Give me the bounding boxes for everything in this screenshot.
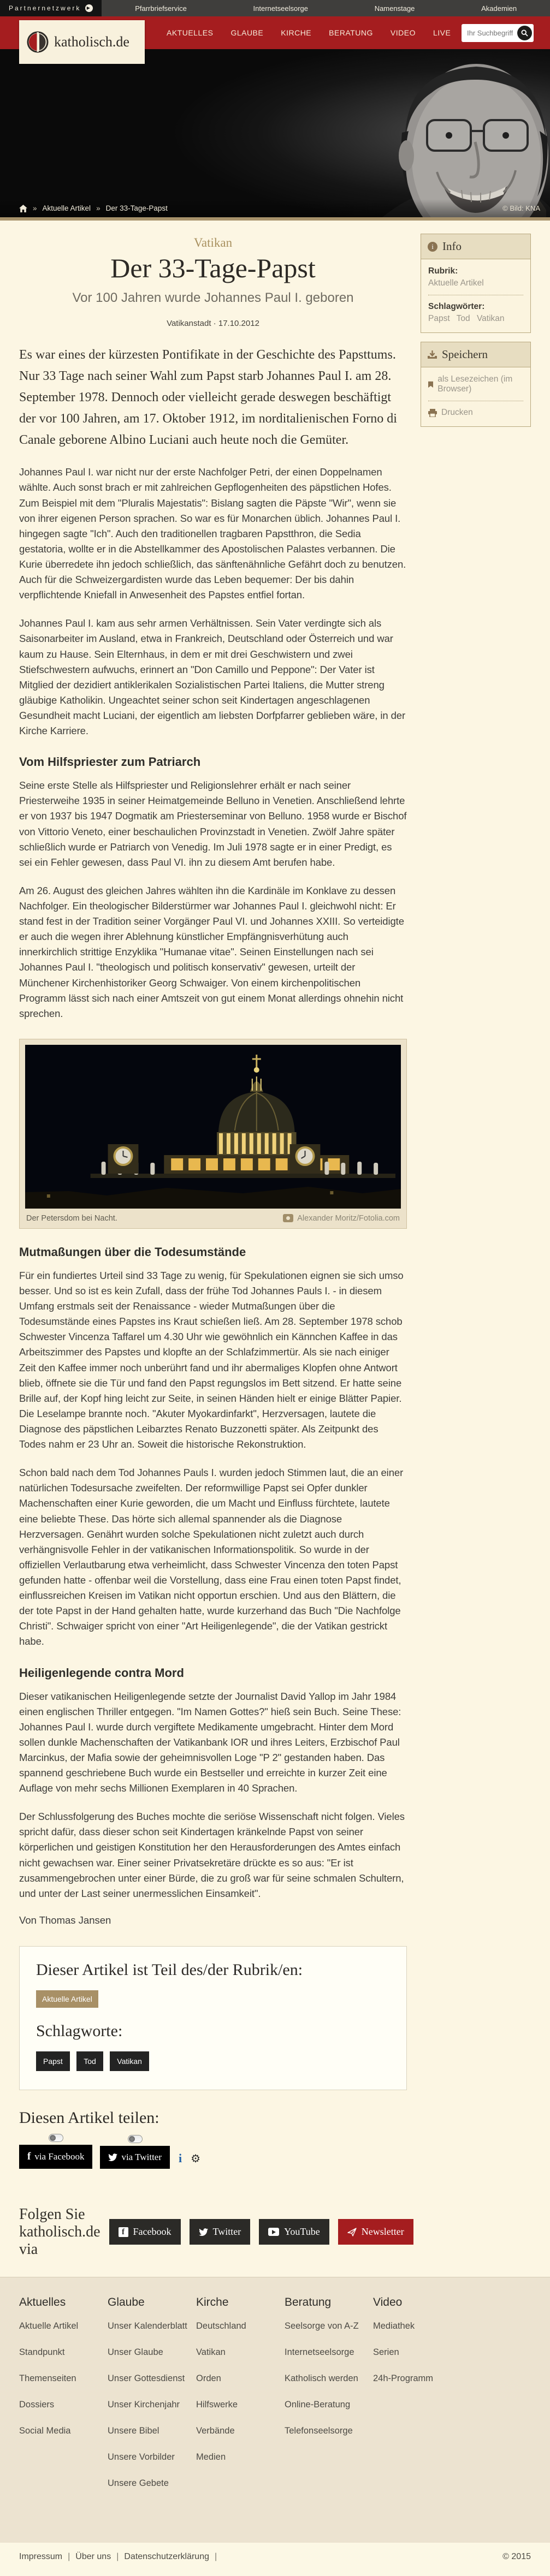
facebook-share-unit <box>19 2134 92 2169</box>
breadcrumb-separator <box>33 204 37 212</box>
breadcrumb-separator <box>96 204 100 212</box>
nav-beratung[interactable]: BERATUNG <box>329 28 373 37</box>
footer-link[interactable]: Unsere Vorbilder <box>108 2452 175 2462</box>
facebook-share-label: via Facebook <box>34 2151 85 2162</box>
article-lead-paragraph: Es war eines der kürzesten Pontifikate in der Geschichte des Papsttums. Nur 33 Tage nach seiner Wahl zum Papst starb Johannes Paul I. am 28. September 1978. Dennoch oder vielleicht gerade deswegen beschäftigt der vor 100 Jahren, am 17. Oktober 1912, im norditalienischen Forno di Canale geborene Albino Luciani auch heute noch die Gemüter. <box>19 348 397 447</box>
share-row <box>19 2134 407 2169</box>
follow-facebook-button[interactable] <box>109 2219 181 2245</box>
brand-wordmark: katholisch.de <box>54 34 129 50</box>
footer-link[interactable]: Unser Gottesdienst <box>108 2373 185 2383</box>
footer-link[interactable]: Mediathek <box>373 2321 415 2331</box>
article-figure <box>19 1039 407 1229</box>
footer-link[interactable]: Aktuelle Artikel <box>19 2321 79 2331</box>
sidebar-tag-vatikan[interactable]: Vatikan <box>476 314 505 323</box>
footer-link[interactable]: Unsere Gebete <box>108 2478 169 2488</box>
footer-col-glaube <box>108 2296 196 2504</box>
footer-link[interactable]: Standpunkt <box>19 2347 65 2357</box>
petersdom-night-photo <box>25 1045 401 1209</box>
page-body <box>0 221 550 2277</box>
main-navigation <box>167 28 451 37</box>
gear-icon[interactable]: ⚙ <box>191 2152 201 2165</box>
search-box <box>462 24 534 42</box>
article-column <box>19 234 407 2277</box>
figure-credit-text: Alexander Moritz/Fotolia.com <box>297 1213 400 1223</box>
print-label: Drucken <box>441 408 473 417</box>
info-icon: i <box>428 242 437 252</box>
section-heading-hilfspriester: Vom Hilfspriester zum Patriarch <box>19 755 201 769</box>
article-paragraph: Der Schlussfolgerung des Buches mochte die seriöse Wissenschaft nicht folgen. Vieles spricht dafür, dass dieser schon seit Kindertagen kränkelnde Papst von seiner körperlichen und geistigen Konstitution her den Herausforderungen des Amtes einfach nicht gewachsen war. Einer seiner Privatsekretäre drückte es so aus: "Er ist zusammengebrochen unter einer Bürde, die zu groß war für seine schmalen Schultern, und unter der Last seiner unermesslichen Einsamkeit". <box>19 1811 405 1899</box>
footer-link[interactable]: Themenseiten <box>19 2373 76 2383</box>
section-heading-todesumstaende: Mutmaßungen über die Todesumstände <box>19 1245 246 1259</box>
partner-links <box>102 0 550 16</box>
twitter-privacy-toggle[interactable] <box>128 2135 143 2143</box>
print-link[interactable] <box>428 408 523 418</box>
footer-link[interactable]: Social Media <box>19 2425 71 2436</box>
article-paragraph: Für ein fundiertes Urteil sind 33 Tage zu wenig, für Spekulationen eignen sie sich umso besser. Und so ist es kein Zufall, dass der frühe Tod Johannes Pauls I. - in diesem Umfang erstmals seit der Renaissance - wieder Mutmaßungen über die Todesumstände eines Papstes ins Kraut schießen ließ. Am 28. September 1978 schob Schwester Vincenza Taffarel um 4.30 Uhr wie gewöhnlich ein Kännchen Kaffee in das Arbeitszimmer des Papstes und klopfte an der Schlafzimmertür. Als sie nach einiger Zeit den Kaffee immer noch unberührt fand und ihr abermaliges Klopfen ohne Antwort blieb, öffnete sie die Tür und fand den Papst regungslos im Bett sitzend. Er hatte seine Brille auf, der Kopf hing leicht zur Seite, in seinen Händen hielt er einige Blätter Papier. Die Leselampe brannte noch. "Akuter Myokardinfarkt", Herzversagen, lautete die Diagnose des päpstlichen Leibarztes Renato Buzzonetti später. Als Zeitpunkt des Todes nahm er 23 Uhr an. Soweit die historische Rekonstruktion. <box>19 1269 404 1450</box>
follow-youtube-label: YouTube <box>284 2226 320 2238</box>
save-box-header <box>421 342 530 367</box>
footer-link[interactable]: Serien <box>373 2347 399 2357</box>
footer-link[interactable]: Unser Kalenderblatt <box>108 2321 187 2331</box>
topbar-link-pfarrbriefservice[interactable]: Pfarrbriefservice <box>135 4 187 13</box>
footer-link[interactable]: Unsere Bibel <box>108 2425 159 2436</box>
schlagworte-heading: Schlagworte: <box>36 2021 123 2040</box>
bottom-link-impressum[interactable]: Impressum | <box>19 2552 70 2562</box>
article-kicker: Vatikan <box>193 236 233 249</box>
nav-kirche[interactable]: KIRCHE <box>281 28 312 37</box>
footer-col-title: Beratung <box>285 2295 332 2309</box>
sidebar <box>421 234 531 2277</box>
rubrik-box-heading: Dieser Artikel ist Teil des/der Rubrik/en: <box>36 1960 303 1979</box>
brand-emblem-icon <box>26 29 49 55</box>
site-logo[interactable] <box>19 20 145 64</box>
partner-network-button[interactable] <box>0 0 102 16</box>
footer-link[interactable]: Verbände <box>196 2425 235 2436</box>
footer-col-aktuelles <box>19 2296 108 2504</box>
twitter-share-label: via Twitter <box>121 2151 162 2162</box>
topbar-link-internetseelsorge[interactable]: Internetseelsorge <box>253 4 308 13</box>
twitter-share-button[interactable] <box>100 2146 170 2169</box>
search-button[interactable] <box>517 26 532 40</box>
figure-caption: Der Petersdom bei Nacht. <box>26 1213 117 1223</box>
follow-label: Folgen Sie katholisch.de via <box>19 2205 100 2258</box>
rubrik-tag-aktuelle-artikel[interactable]: Aktuelle Artikel <box>36 1990 98 2008</box>
footer-link[interactable]: Hilfswerke <box>196 2399 238 2410</box>
share-info-link[interactable]: i <box>179 2151 182 2165</box>
article-dateline: Vatikanstadt · 17.10.2012 <box>167 319 259 328</box>
save-box <box>421 342 531 427</box>
article-byline: Von Thomas Jansen <box>19 1914 111 1926</box>
footer-col-title: Glaube <box>108 2295 145 2309</box>
topbar-link-namenstage[interactable]: Namenstage <box>374 4 415 13</box>
info-box-header <box>421 234 530 259</box>
camera-icon <box>283 1214 293 1222</box>
figure-caption-bar <box>20 1209 406 1228</box>
footer-link[interactable]: Vatikan <box>196 2347 226 2357</box>
search-icon <box>521 29 528 37</box>
rubrik-label: Rubrik: <box>428 266 458 276</box>
bookmark-icon <box>428 380 433 389</box>
footer-col-kirche <box>196 2296 285 2504</box>
top-utility-bar <box>0 0 550 16</box>
twitter-bird-icon <box>199 2228 208 2236</box>
footer-link[interactable]: Unser Kirchenjahr <box>108 2399 180 2410</box>
bookmark-link[interactable] <box>428 374 523 394</box>
hero-photo-credit: © Bild: KNA <box>502 204 540 212</box>
follow-twitter-button[interactable] <box>190 2219 251 2245</box>
pope-portrait-photo <box>0 49 550 217</box>
footer-col-video <box>373 2296 462 2504</box>
nav-video[interactable]: VIDEO <box>390 28 416 37</box>
facebook-privacy-toggle[interactable] <box>49 2134 63 2142</box>
breadcrumb-home[interactable] <box>19 205 27 212</box>
footer-col-title: Aktuelles <box>19 2295 66 2309</box>
footer-col-title: Video <box>373 2295 403 2309</box>
facebook-share-button[interactable] <box>19 2145 92 2169</box>
article-paragraph: Dieser vatikanischen Heiligenlegende setzte der Journalist David Yallop im Jahr 1984 einen englischen Thriller entgegen. "Im Namen Gottes?" hieß sein Buch. Seine These: Johannes Paul I. wurde durch vergiftete Medikamente umgebracht. Hinter dem Mord sollen dunkle Machenschaften der Vatikanbank IOR und ihres Leiters, Erzbischof Paul Marcinkus, der Mafia sowie der geheimnisvollen Loge "P 2" gestanden haben. Das spannend geschriebene Buch wurde ein Bestseller und erreichte in kurzer Zeit eine Auflage von mehr sechs Millionen Exemplaren in 40 Sprachen. <box>19 1690 401 1794</box>
paper-plane-icon <box>347 2228 357 2236</box>
article-paragraph: Johannes Paul I. war nicht nur der erste Nachfolger Petri, der einen Doppelnamen wählte. Auch sonst brach er mit zahlreichen Gepflogenheiten des päpstlichen Hofes. Zum Beispiel mit dem "Pluralis Majestatis": Bislang sagten die Päpste "Wir", wenn sie von ihrer eigenen Person sprachen. So war es für Monarchen üblich. Johannes Paul I. hingegen sagte "Ich". Auch den traditionellen tragbaren Papstthron, die Sedia gestatoria, wollte er in die Abstellkammer des Apostolischen Palastes verbannen. Die Kurie überredete ihn jedoch schließlich, das sänftenähnliche Gefährt doch zu benutzen. Auch für die Schweizergardisten wurde das Leben bequemer: Der bis dahin verpflichtende Kniefall in Anwesenheit des Papstes entfiel fortan. <box>19 466 406 601</box>
hero-image <box>0 49 550 217</box>
article-paragraph: Schon bald nach dem Tod Johannes Pauls I. wurden jedoch Stimmen laut, die an einer natürlichen Todesursache zweifelten. Der reformwillige Papst sei Opfer dunkler Machenschaften einer Kurie geworden, die um Macht und Einfluss fürchtete, lautete eine beliebte These. Das hörte sich allemal spannender als die Diagnose Herzversagen. Genährt wurden solche Spekulationen nicht zuletzt auch durch verhängnisvolle Fehler in der vatikanischen Informationspolitik. So wurde in der offiziellen Verlautbarung etwa verheimlicht, dass Schwester Vincenza den toten Papst gefunden hatte - offenbar weil die Vorstellung, dass eine Frau einen toten Papst findet, einflussreichen Kreisen im Vatikan nicht opportun erschien. Und aus den Blättern, die der tote Papst in der Hand gehalten hatte, wurde kurzerhand das Buch "Die Nachfolge Christi". Schwaiger spricht von einer "Art Heiligenlegende", die der Vatikan gestrickt habe. <box>19 1467 404 1647</box>
footer-col-beratung <box>285 2296 373 2504</box>
figure-credit <box>283 1214 400 1223</box>
page-title: Der 33-Tage-Papst <box>110 253 316 283</box>
twitter-share-unit <box>100 2135 170 2169</box>
bottom-link-ueber-uns[interactable]: Über uns | <box>75 2552 119 2562</box>
footer-col-title: Kirche <box>196 2295 229 2309</box>
share-heading: Diesen Artikel teilen: <box>19 2108 159 2127</box>
schlagwoerter-label: Schlagwörter: <box>428 302 485 311</box>
bottom-link-datenschutz[interactable]: Datenschutzerklärung | <box>124 2552 217 2562</box>
footer-link[interactable]: Online-Beratung <box>285 2399 351 2410</box>
follow-youtube-button[interactable] <box>259 2219 329 2245</box>
follow-newsletter-button[interactable] <box>338 2219 413 2245</box>
sidebar-rubrik-link[interactable]: Aktuelle Artikel <box>428 278 484 288</box>
petersdom-illustration <box>25 1045 401 1209</box>
follow-facebook-label: Facebook <box>133 2226 171 2238</box>
follow-twitter-label: Twitter <box>212 2226 241 2238</box>
info-box <box>421 234 531 333</box>
footer-link[interactable]: Seelsorge von A-Z <box>285 2321 359 2331</box>
article-subtitle: Vor 100 Jahren wurde Johannes Paul I. geboren <box>72 290 354 305</box>
breadcrumb-aktuelle-artikel[interactable]: Aktuelle Artikel <box>42 204 91 212</box>
facebook-icon: f <box>27 2150 31 2162</box>
nav-glaube[interactable]: GLAUBE <box>230 28 264 37</box>
twitter-bird-icon <box>108 2153 117 2161</box>
youtube-icon <box>268 2228 279 2236</box>
breadcrumb-current-page: Der 33-Tage-Papst <box>105 204 168 212</box>
info-box-title: Info <box>442 240 462 253</box>
sidebar-tag-tod[interactable]: Tod <box>456 314 470 323</box>
partner-network-label: Partnernetzwerk <box>9 4 81 12</box>
tag-tod[interactable]: Tod <box>76 2051 103 2071</box>
tag-vatikan[interactable]: Vatikan <box>110 2051 149 2071</box>
article-paragraph: Am 26. August des gleichen Jahres wählten ihn die Kardinäle im Konklave zu dessen Nachfolger. Ein theologischer Bilderstürmer war Johannes Paul I. gleichwohl nicht: Er stand fest in der Tradition seiner Vorgänger Paul VI. und Johannes XXIII. So verteidigte er auch die wegen ihrer Ablehnung künstlicher Empfängnisverhütung auch innerkirchlich strittige Enzyklika "Humanae vitae". Seinen Einstellungen nach sei Johannes Paul I. "theologisch und politisch konservativ" gewesen, urteilt der Münchener Kirchenhistoriker Georg Schwaiger. Von einem kirchenpolitischen Programm lässt sich nach einer Amtszeit von gut einem Monat allerdings ohnehin nicht sprechen. <box>19 884 404 1019</box>
footer-link[interactable]: Deutschland <box>196 2321 246 2331</box>
footer-link[interactable]: 24h-Programm <box>373 2373 434 2383</box>
bookmark-label: als Lesezeichen (im Browser) <box>437 374 513 394</box>
play-circle-icon: ▶ <box>85 4 93 12</box>
save-box-title: Speichern <box>442 348 488 361</box>
footer-link[interactable]: Telefonseelsorge <box>285 2425 353 2436</box>
article-paragraph: Seine erste Stelle als Hilfspriester und Religionslehrer erhält er nach seiner Priesterweihe 1935 in seiner Heimatgemeinde Belluno in Venetien. Anschließend lehrte er von 1937 bis 1947 Dogmatik am Priesterseminar von Belluno. 1958 wurde er Bischof von Vittorio Veneto, einer beschaulichen Provinzstadt in Venetien. Zwölf Jahre später schließlich wurde er Patriarch von Venedig. Im Juli 1978 sagte er in einer Predigt, es sei ein Fehler gewesen, dass Paul VI. ihn zu diesem Amt berufen habe. <box>19 780 407 868</box>
follow-bar <box>19 2191 407 2277</box>
footer-link[interactable]: Orden <box>196 2373 221 2383</box>
breadcrumb <box>0 199 550 217</box>
nav-live[interactable]: LIVE <box>433 28 451 37</box>
bottom-bar <box>0 2543 550 2576</box>
printer-icon <box>428 409 437 417</box>
footer-link[interactable]: Medien <box>196 2452 226 2462</box>
facebook-square-icon: f <box>119 2227 128 2237</box>
copyright-text: © 2015 <box>502 2551 531 2561</box>
follow-newsletter-label: Newsletter <box>361 2226 404 2238</box>
download-icon <box>428 350 437 359</box>
footer-link[interactable]: Internetseelsorge <box>285 2347 354 2357</box>
footer <box>0 2277 550 2543</box>
home-icon <box>19 205 27 212</box>
nav-aktuelles[interactable]: AKTUELLES <box>167 28 214 37</box>
topbar-link-akademien[interactable]: Akademien <box>481 4 517 13</box>
main-header <box>0 16 550 49</box>
article-paragraph: Johannes Paul I. kam aus sehr armen Verhältnissen. Sein Vater verdingte sich als Saisonarbeiter im Ausland, etwa in Frankreich, Deutschland oder Österreich und war kaum zu Hause. Sein Elternhaus, in dem er mit drei Geschwistern und zwei Stiefschwestern aufwuchs, erinnert an "Don Camillo und Peppone": Der Vater ist Mitglied der dezidiert antiklerikalen Sozialistischen Partei Italiens, die Mutter streng gläubige Katholikin. Ungeachtet seiner schon seit Kindertagen angeschlagenen Gesundheit macht Luciani, der eigentlich am liebsten Dorfpfarrer geblieben wäre, in der Kirche Karriere. <box>19 617 406 737</box>
rubrik-tags-box <box>19 1946 407 2090</box>
tag-papst[interactable]: Papst <box>36 2051 70 2071</box>
sidebar-tag-papst[interactable]: Papst <box>428 314 450 323</box>
section-heading-heiligenlegende: Heiligenlegende contra Mord <box>19 1665 184 1680</box>
footer-link[interactable]: Unser Glaube <box>108 2347 163 2357</box>
footer-link[interactable]: Katholisch werden <box>285 2373 358 2383</box>
footer-link[interactable]: Dossiers <box>19 2399 55 2410</box>
